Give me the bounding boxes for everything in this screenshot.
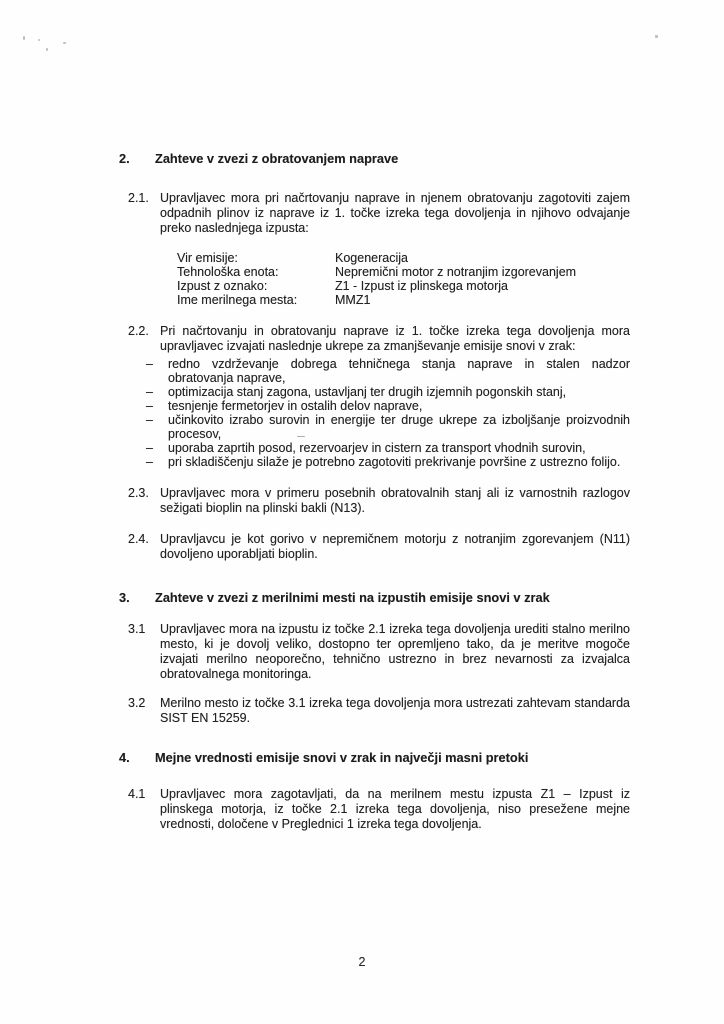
list-item-text: redno vzdrževanje dobrega tehničnega stanja naprave in stalen nadzor obratovanja naprave, <box>168 357 630 385</box>
paragraph-text: Upravljavec mora zagotavljati, da na merilnem mestu izpusta Z1 – Izpust iz plinskega motorja, iz točke 2.1 izreka tega dovoljenja, niso presežene mejne vrednosti, določene v Preglednici 1 izreka tega dovoljenja. <box>160 787 630 831</box>
field-value: Z1 - Izpust iz plinskega motorja <box>335 279 508 293</box>
measures-list <box>146 357 630 469</box>
field-row <box>177 279 630 293</box>
paragraph-number: 2.4. <box>128 532 149 546</box>
paragraph-text: Upravljavec mora na izpustu iz točke 2.1 izreka tega dovoljenja urediti stalno merilno mesto, ki je dovolj veliko, dostopno ter opremljeno tako, da je meritve mogoče izvajati merilno neoporečno, tehnično ustrezno in brez nevarnosti za izvajalca obratovalnega monitoringa. <box>160 622 630 681</box>
list-item <box>146 357 630 385</box>
scan-speck <box>46 48 48 51</box>
paragraph-number: 2.3. <box>128 486 149 500</box>
list-item <box>146 455 630 469</box>
scan-speck <box>23 36 25 40</box>
paragraph-3-1 <box>128 622 630 682</box>
bullet-dash: – <box>146 441 153 455</box>
section-4-heading <box>119 750 630 765</box>
section-title: Mejne vrednosti emisije snovi v zrak in največji masni pretoki <box>155 750 529 765</box>
field-value: Kogeneracija <box>335 251 408 265</box>
field-label: Izpust z oznako: <box>177 279 268 293</box>
list-item <box>146 399 630 413</box>
paragraph-text: Upravljavcu je kot gorivo v nepremičnem motorju z notranjim zgorevanjem (N11) dovoljeno uporabljati bioplin. <box>160 532 630 561</box>
paragraph-3-2 <box>128 696 630 726</box>
section-number: 4. <box>119 750 130 765</box>
bullet-dash: – <box>146 357 153 371</box>
field-label: Tehnološka enota: <box>177 265 279 279</box>
paragraph-number: 2.1. <box>128 191 149 205</box>
section-number: 2. <box>119 151 130 166</box>
paragraph-number: 3.1 <box>128 622 146 636</box>
paragraph-2-3 <box>128 486 630 516</box>
list-item <box>146 441 630 455</box>
section-number: 3. <box>119 590 130 605</box>
paragraph-text: Pri načrtovanju in obratovanju naprave iz 1. točke izreka tega dovoljenja mora upravljavec izvajati naslednje ukrepe za zmanjševanje emisije snovi v zrak: <box>160 324 630 353</box>
field-value: MMZ1 <box>335 293 371 307</box>
emission-fields <box>177 251 630 307</box>
field-row <box>177 293 630 307</box>
paragraph-text: Merilno mesto iz točke 3.1 izreka tega dovoljenja mora ustrezati zahtevam standarda SIST EN 15259. <box>160 696 630 725</box>
bullet-dash: – <box>146 413 153 427</box>
bullet-dash: – <box>146 399 153 413</box>
field-row <box>177 265 630 279</box>
paragraph-2-4 <box>128 532 630 562</box>
scan-speck <box>63 42 66 44</box>
scan-speck <box>655 35 658 38</box>
list-item-text: tesnjenje fermetorjev in ostalih delov naprave, <box>168 399 423 413</box>
paragraph-number: 2.2. <box>128 324 149 338</box>
section-title: Zahteve v zvezi z obratovanjem naprave <box>155 151 399 166</box>
bullet-dash: – <box>146 385 153 399</box>
bullet-dash: – <box>146 455 153 469</box>
paragraph-number: 3.2 <box>128 696 146 710</box>
scan-speck <box>297 436 305 437</box>
paragraph-number: 4.1 <box>128 787 146 801</box>
list-item <box>146 413 630 441</box>
paragraph-4-1 <box>128 787 630 832</box>
field-label: Ime merilnega mesta: <box>177 293 298 307</box>
field-row <box>177 251 630 265</box>
list-item <box>146 385 630 399</box>
field-value: Nepremični motor z notranjim izgorevanjem <box>335 265 577 279</box>
paragraph-2-1 <box>128 191 630 236</box>
field-label: Vir emisije: <box>177 251 238 265</box>
section-title: Zahteve v zvezi z merilnimi mesti na izpustih emisije snovi v zrak <box>155 590 550 605</box>
paragraph-2-2 <box>128 324 630 354</box>
paragraph-text: Upravljavec mora pri načrtovanju naprave in njenem obratovanju zagotoviti zajem odpadnih plinov iz naprave iz 1. točke izreka tega dovoljenja in njihovo odvajanje preko naslednjega izpusta: <box>160 191 630 235</box>
section-2-heading <box>119 151 630 166</box>
list-item-text: uporaba zaprtih posod, rezervoarjev in cistern za transport vhodnih surovin, <box>168 441 586 455</box>
list-item-text: učinkovito izrabo surovin in energije ter druge ukrepe za izboljšanje proizvodnih procesov, <box>168 413 630 441</box>
section-3-heading <box>119 590 630 605</box>
list-item-text: pri skladiščenju silaže je potrebno zagotoviti prekrivanje površine z ustrezno folijo. <box>168 455 621 469</box>
scan-speck <box>38 39 40 41</box>
paragraph-text: Upravljavec mora v primeru posebnih obratovalnih stanj ali iz varnostnih razlogov sežigati bioplin na plinski bakli (N13). <box>160 486 630 515</box>
page-number: 2 <box>358 955 366 969</box>
list-item-text: optimizacija stanj zagona, ustavljanj ter drugih izjemnih pogonskih stanj, <box>168 385 567 399</box>
